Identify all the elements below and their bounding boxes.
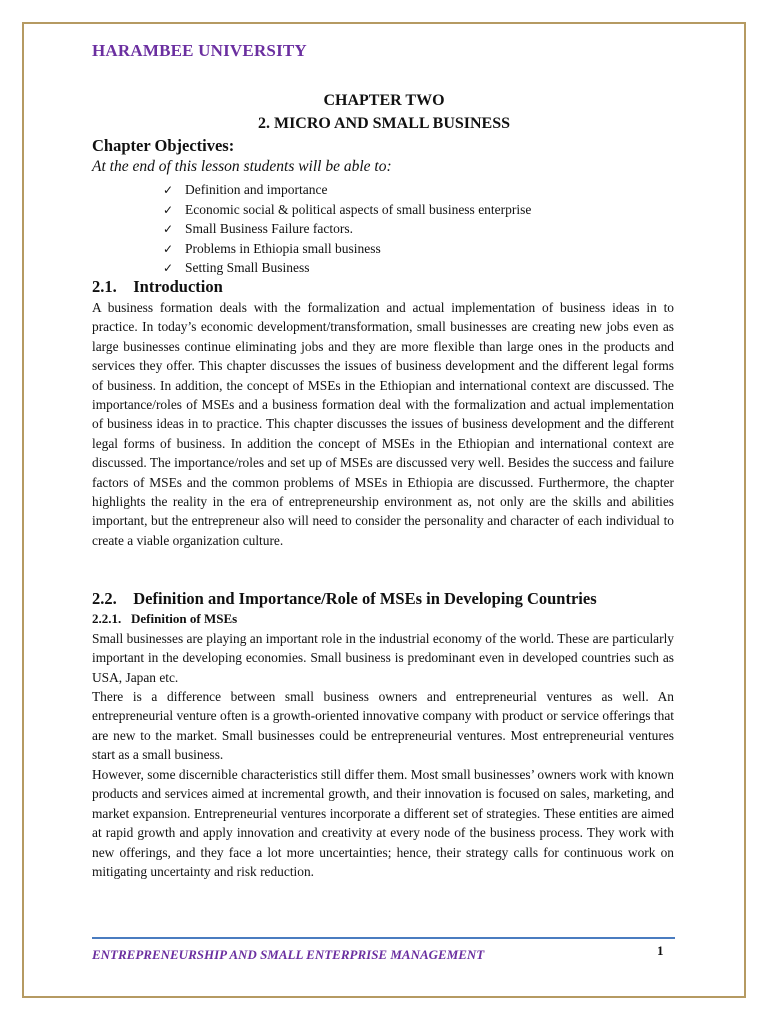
chapter-label: CHAPTER TWO xyxy=(323,92,445,109)
footer-rule xyxy=(92,937,675,939)
check-mark-icon: ✓ xyxy=(163,241,174,256)
objectives-heading: Chapter Objectives: xyxy=(92,136,235,155)
footer-course-title: ENTREPRENEURSHIP AND SMALL ENTERPRISE MANAGEMENT xyxy=(92,947,485,962)
objectives-intro: At the end of this lesson students will be able to: xyxy=(92,158,392,175)
objective-item: ✓ Problems in Ethiopia small business xyxy=(163,239,531,259)
definition-paragraph-3: However, some discernible characteristics still differ them. Most small businesses’ owners work with known products and services aimed at incremental growth, and their innovation is focused on sales, marketing, and market expansion. Entrepreneurial ventures incorporate a different set of strategies. These entities are aimed at rapid growth and apply innovation and creativity at every node of the business process. They work with new offerings, and they face a lot more uncertainties; hence, their strategy calls for continuous work on mitigating uncertainty and risk reduction. xyxy=(92,767,674,880)
page-number: 1 xyxy=(657,943,664,958)
objectives-list xyxy=(163,180,531,278)
definition-paragraph-1: Small businesses are playing an important role in the industrial economy of the world. These are particularly important in the developing economies. Small business is predominant even in developed countries such as USA, Japan etc. xyxy=(92,631,674,685)
subsection-heading-definition: 2.2.1. Definition of MSEs xyxy=(92,611,238,626)
section-heading-introduction: 2.1. Introduction xyxy=(92,277,223,296)
objective-item: ✓ Definition and importance xyxy=(163,180,531,200)
check-mark-icon: ✓ xyxy=(163,183,174,197)
objective-item: ✓ Small Business Failure factors. xyxy=(163,219,531,239)
check-mark-icon: ✓ xyxy=(163,222,174,236)
introduction-paragraph: A business formation deals with the formalization and actual implementation of business ideas in to practice. In today’s economic development/transformation, small businesses are creating new jobs even as large businesses continue eliminating jobs and they are more flexible than large ones in the products and services they offer. This chapter discusses the issues of business development and the different legal forms of business. In addition, the concept of MSEs in the Ethiopian and international context are discussed. The importance/roles of MSEs and a business formation deal with the formalization and actual implementation of business ideas in to practice. This chapter discusses the issues of business development and the different legal forms of business. In addition the concept of MSEs in the Ethiopian and international context are discussed. The importance/roles and set up of MSEs are discussed very well. Besides the success and failure factors of MSEs and the common problems of MSEs in Ethiopia are discussed. Furthermore, the chapter highlights the reality in the era of entrepreneurship environment as, not only are the skills and abilities important, but the entrepreneur also will need to consider the personality and character of each individual to create a viable organization culture. xyxy=(92,300,674,548)
section-heading-definition-importance: 2.2. Definition and Importance/Role of MSEs in Developing Countries xyxy=(92,589,597,608)
chapter-title: 2. MICRO AND SMALL BUSINESS xyxy=(257,115,511,132)
check-mark-icon: ✓ xyxy=(163,261,174,275)
definition-paragraph-2: There is a difference between small business owners and entrepreneurial ventures as well. An entrepreneurial venture often is a growth-oriented innovative company with product or service offerings that are new to the market. Small businesses could be entrepreneurial ventures. Most entrepreneurial ventures start as a small business. xyxy=(92,689,674,763)
check-mark-icon: ✓ xyxy=(163,202,174,217)
university-name: HARAMBEE UNIVERSITY xyxy=(92,41,307,60)
objective-item: ✓ Setting Small Business xyxy=(163,258,531,278)
objective-item: ✓ Economic social & political aspects of small business enterprise xyxy=(163,200,531,220)
